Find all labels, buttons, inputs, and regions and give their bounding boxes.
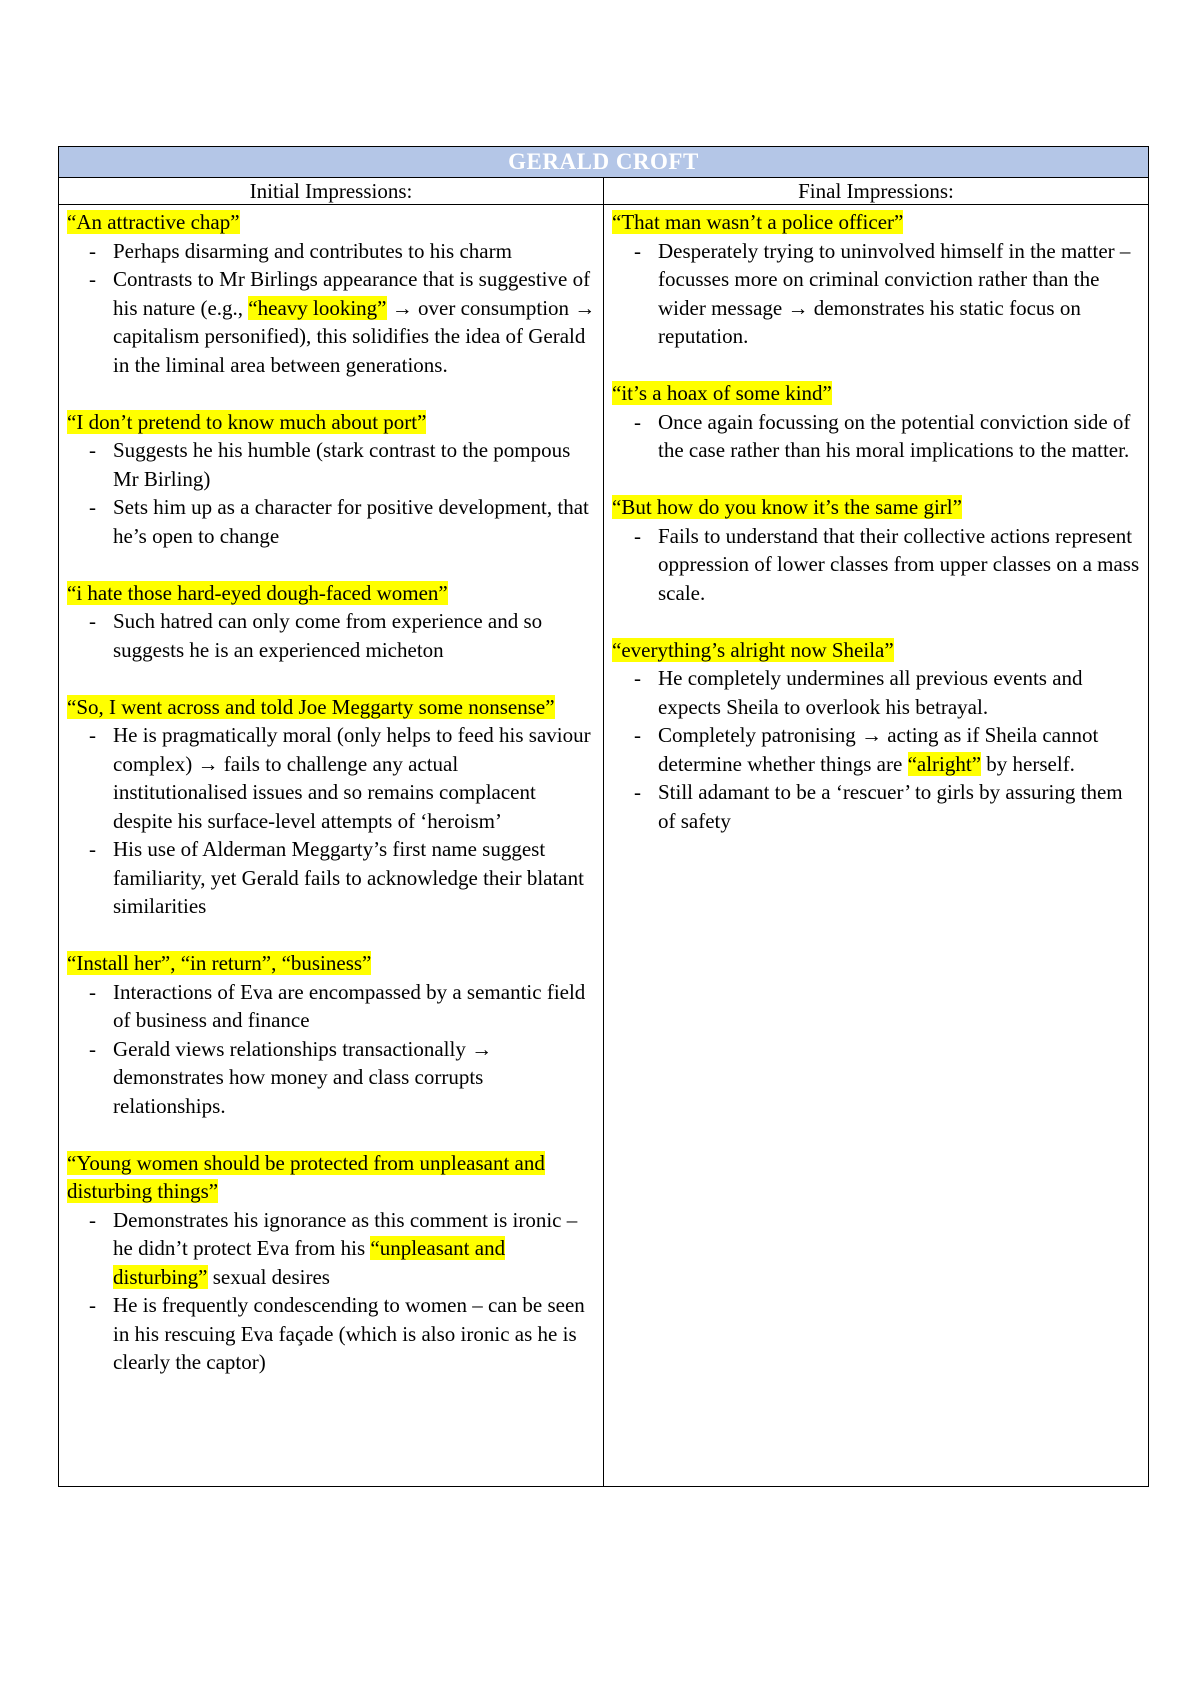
analysis-point: [113, 265, 597, 379]
highlighted-phrase: “unpleasant and disturbing”: [113, 1236, 506, 1289]
quote-block: [612, 493, 1142, 607]
analysis-point: - Perhaps disarming and contributes to his charm: [113, 237, 597, 266]
analysis-point: - Such hatred can only come from experience and so suggests he is an experienced micheton: [113, 607, 597, 664]
analysis-point: - He is pragmatically moral (only helps to feed his saviour complex) → fails to challenge any actual institutionalised issues and so remains complacent despite his surface-level attempts of ‘heroism’: [113, 721, 597, 835]
analysis-point: [658, 721, 1142, 778]
highlighted-quote: “Install her”, “in return”, “business”: [67, 951, 372, 975]
highlighted-quote: “That man wasn’t a police officer”: [612, 210, 904, 234]
quote-line: [67, 208, 597, 237]
analysis-point: - He is frequently condescending to women – can be seen in his rescuing Eva façade (which is also ironic as he is clearly the captor): [113, 1291, 597, 1377]
highlighted-quote: “An attractive chap”: [67, 210, 240, 234]
point-text: Contrasts to Mr Birlings appearance that is suggestive of his nature (e.g.,: [113, 267, 591, 320]
quote-line: [67, 408, 597, 437]
analysis-point: - He completely undermines all previous events and expects Sheila to overlook his betrayal.: [658, 664, 1142, 721]
quote-line: [67, 579, 597, 608]
analysis-point: - Interactions of Eva are encompassed by a semantic field of business and finance: [113, 978, 597, 1035]
final-impressions-list: [612, 208, 1142, 835]
analysis-points: [612, 237, 1142, 351]
highlighted-quote: “I don’t pretend to know much about port”: [67, 409, 427, 434]
quote-block: [67, 693, 597, 921]
point-text: Completely patronising → acting as if Sheila cannot determine whether things are: [658, 723, 1099, 776]
analysis-points: [67, 978, 597, 1121]
highlighted-phrase: “alright”: [907, 751, 982, 776]
quote-block: [67, 1149, 597, 1377]
analysis-points: [67, 721, 597, 921]
analysis-point: - Gerald views relationships transactionally → demonstrates how money and class corrupts relationships.: [113, 1035, 597, 1121]
quote-block: [67, 408, 597, 551]
highlighted-quote: “everything’s alright now Sheila”: [612, 637, 894, 662]
quote-block: [612, 636, 1142, 836]
analysis-points: [67, 436, 597, 550]
point-text: → over consumption → capitalism personified), this solidifies the idea of Gerald in the liminal area between generations.: [113, 295, 596, 377]
highlighted-phrase: “heavy looking”: [248, 295, 387, 320]
quote-line: [612, 379, 1142, 408]
analysis-points: [612, 408, 1142, 465]
quote-block: [67, 579, 597, 665]
analysis-points: [612, 522, 1142, 608]
analysis-points: [67, 607, 597, 664]
quote-line: [67, 1149, 597, 1206]
analysis-points: [612, 664, 1142, 835]
highlighted-quote: “i hate those hard-eyed dough-faced women”: [67, 580, 448, 605]
point-text: Demonstrates his ignorance as this comment is ironic – he didn’t protect Eva from his: [113, 1207, 578, 1260]
analysis-point: - Fails to understand that their collective actions represent oppression of lower classes from upper classes on a mass scale.: [658, 522, 1142, 608]
quote-line: [612, 493, 1142, 522]
highlighted-quote: “Young women should be protected from unpleasant and disturbing things”: [67, 1150, 545, 1203]
highlighted-quote: “So, I went across and told Joe Meggarty some nonsense”: [67, 694, 555, 719]
highlighted-quote: “it’s a hoax of some kind”: [612, 381, 832, 405]
analysis-point: - Sets him up as a character for positive development, that he’s open to change: [113, 493, 597, 550]
analysis-point: - His use of Alderman Meggarty’s first name suggest familiarity, yet Gerald fails to acknowledge their blatant similarities: [113, 835, 597, 921]
analysis-point: [113, 1206, 597, 1292]
quote-block: [612, 208, 1142, 351]
analysis-point: - Once again focussing on the potential conviction side of the case rather than his moral implications to the matter.: [658, 408, 1142, 465]
initial-impressions-cell: [59, 205, 604, 1487]
quote-block: [67, 208, 597, 379]
quote-line: [67, 949, 597, 978]
analysis-point: - Suggests he his humble (stark contrast to the pompous Mr Birling): [113, 436, 597, 493]
analysis-point: - Desperately trying to uninvolved himself in the matter – focusses more on criminal conviction rather than the wider message → demonstrates his static focus on reputation.: [658, 237, 1142, 351]
final-impressions-header: Final Impressions:: [604, 178, 1149, 205]
character-table: [58, 146, 1149, 1487]
quote-line: [612, 208, 1142, 237]
initial-impressions-header: Initial Impressions:: [59, 178, 604, 205]
initial-impressions-list: [67, 208, 597, 1377]
analysis-point: - Still adamant to be a ‘rescuer’ to girls by assuring them of safety: [658, 778, 1142, 835]
quote-block: [612, 379, 1142, 465]
final-impressions-cell: [604, 205, 1149, 1487]
point-text: by herself.: [981, 751, 1075, 776]
analysis-points: [67, 1206, 597, 1377]
point-text: sexual desires: [207, 1264, 330, 1289]
quote-line: [612, 636, 1142, 665]
analysis-points: [67, 237, 597, 380]
table-title: GERALD CROFT: [59, 147, 1149, 178]
highlighted-quote: “But how do you know it’s the same girl”: [612, 495, 962, 519]
quote-line: [67, 693, 597, 722]
quote-block: [67, 949, 597, 1120]
